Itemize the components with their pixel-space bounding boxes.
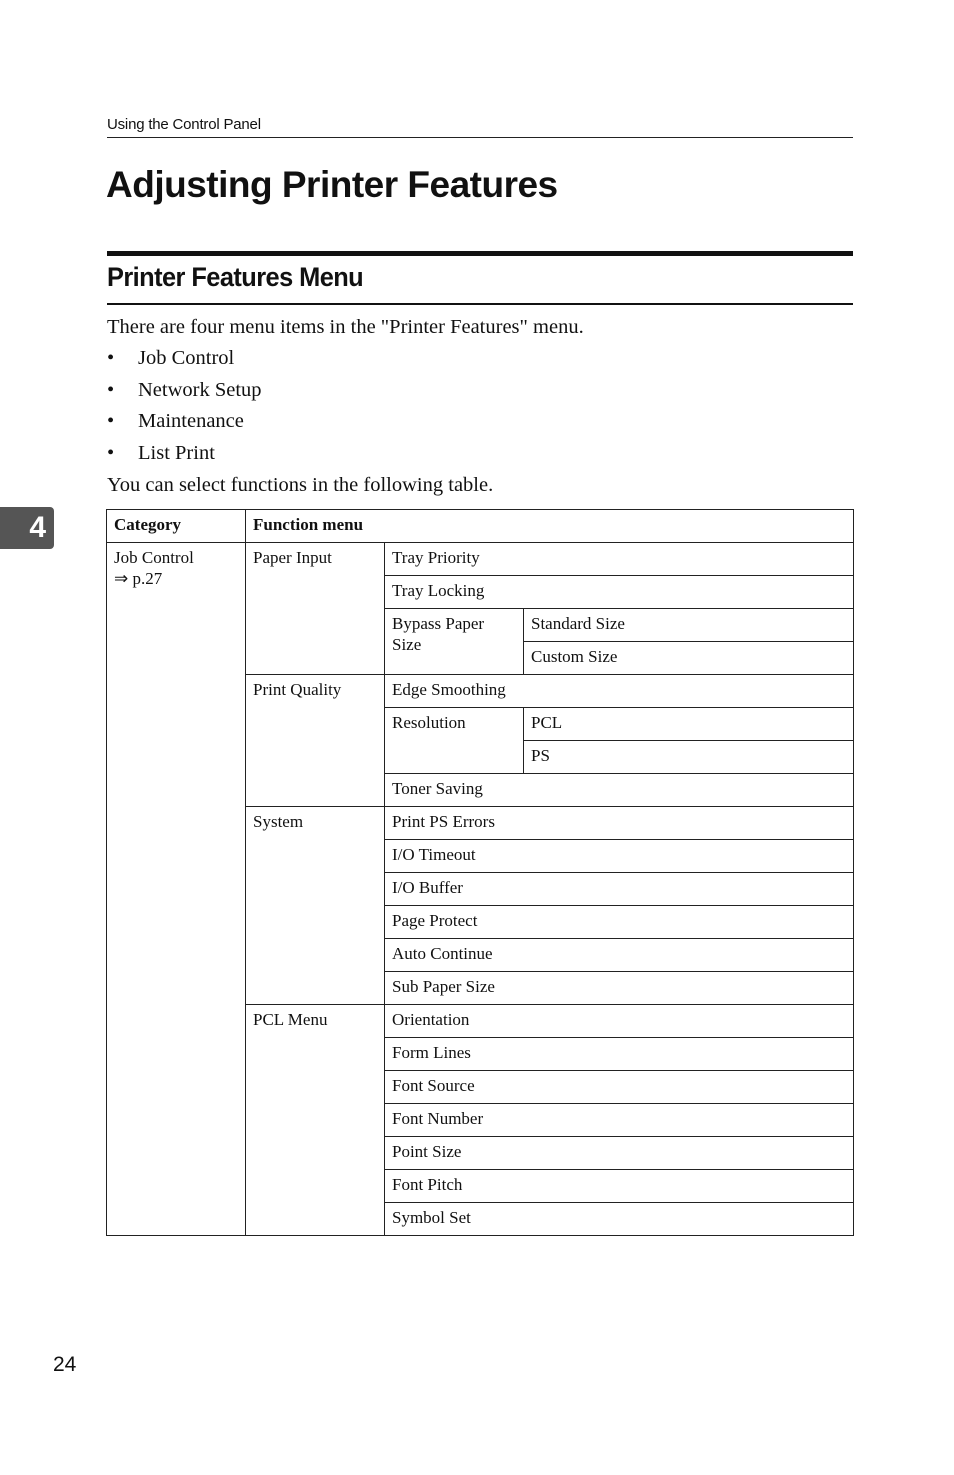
category-name: Job Control: [114, 548, 194, 567]
list-item-label: Maintenance: [138, 410, 244, 433]
table-row: [107, 543, 854, 576]
running-head: Using the Control Panel: [107, 116, 853, 138]
intro-paragraph: There are four menu items in the "Printer Features" menu.: [107, 316, 584, 338]
table-cell: Page Protect: [385, 906, 854, 939]
list-item-label: Network Setup: [138, 378, 262, 401]
section-rule-top: [107, 251, 853, 256]
chapter-title: Adjusting Printer Features: [106, 164, 558, 205]
table-intro-paragraph: You can select functions in the following table.: [107, 474, 494, 496]
list-item-label: Job Control: [138, 347, 235, 369]
group-print-quality: Print Quality: [246, 675, 385, 807]
group-paper-input: Paper Input: [246, 543, 385, 675]
table-cell: Resolution: [385, 708, 524, 774]
table-cell: PCL: [524, 708, 854, 741]
list-item: [107, 409, 262, 441]
category-cell: [107, 543, 246, 1236]
table-cell: Edge Smoothing: [385, 675, 854, 708]
table-cell: Standard Size: [524, 609, 854, 642]
table-cell: Toner Saving: [385, 774, 854, 807]
list-item: [107, 346, 262, 378]
table-cell: I/O Timeout: [385, 840, 854, 873]
bullet-glyph: •: [107, 347, 115, 369]
function-table: [106, 509, 854, 1236]
section-rule-bottom: [107, 303, 853, 305]
bullet-glyph: •: [107, 378, 115, 401]
table-cell: Font Number: [385, 1104, 854, 1137]
list-item: [107, 441, 262, 473]
table-cell: Print PS Errors: [385, 807, 854, 840]
list-item: [107, 378, 262, 410]
table-cell: Sub Paper Size: [385, 972, 854, 1005]
menu-items-list: [107, 346, 262, 472]
table-cell: Point Size: [385, 1137, 854, 1170]
section-title: Printer Features Menu: [107, 262, 364, 292]
header-category: Category: [107, 510, 246, 543]
table-cell: Font Pitch: [385, 1170, 854, 1203]
header-function-menu: Function menu: [246, 510, 854, 543]
chapter-tab: 4: [0, 507, 54, 549]
table-cell: Auto Continue: [385, 939, 854, 972]
table-cell: Bypass Paper Size: [385, 609, 524, 675]
group-pcl-menu: PCL Menu: [246, 1005, 385, 1236]
table-cell: Tray Locking: [385, 576, 854, 609]
group-system: System: [246, 807, 385, 1005]
table-header-row: [107, 510, 854, 543]
table-cell: Form Lines: [385, 1038, 854, 1071]
list-item-label: List Print: [138, 441, 215, 464]
page-number: 24: [53, 1353, 77, 1376]
table-cell: Symbol Set: [385, 1203, 854, 1236]
table-cell: Tray Priority: [385, 543, 854, 576]
table-cell: Font Source: [385, 1071, 854, 1104]
bullet-glyph: •: [107, 441, 115, 464]
table-cell: PS: [524, 741, 854, 774]
table-cell: I/O Buffer: [385, 873, 854, 906]
bullet-glyph: •: [107, 410, 115, 433]
category-page-ref: ⇒ p.27: [114, 569, 163, 588]
table-cell: Orientation: [385, 1005, 854, 1038]
table-cell: Custom Size: [524, 642, 854, 675]
